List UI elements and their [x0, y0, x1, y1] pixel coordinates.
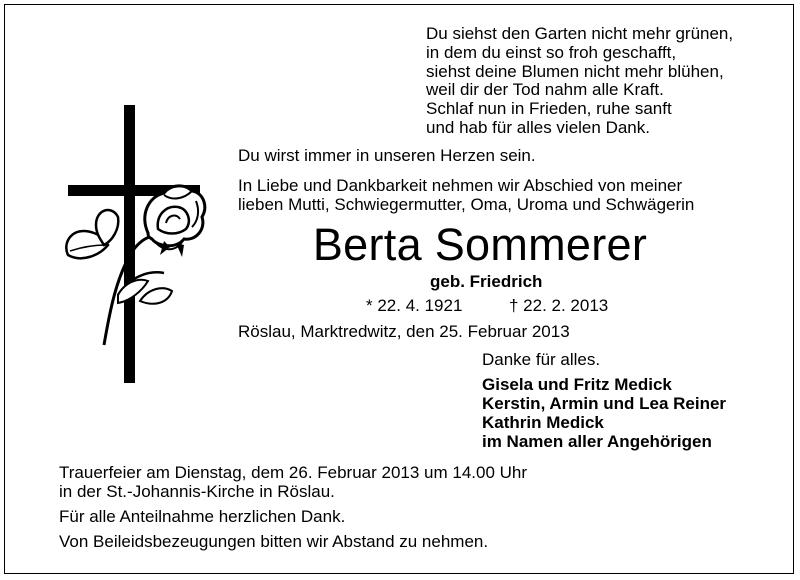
death-date: † 22. 2. 2013: [509, 296, 609, 315]
thanks-note: Für alle Anteilnahme herzlichen Dank.: [59, 507, 346, 526]
service-line: Trauerfeier am Dienstag, dem 26. Februar 2013 um 14.00 Uhr: [59, 463, 528, 482]
farewell-line: lieben Mutti, Schwiegermutter, Oma, Uroma und Schwägerin: [238, 195, 695, 214]
family-member: Gisela und Fritz Medick: [482, 375, 672, 394]
poem-line: weil dir der Tod nahm alle Kraft.: [426, 80, 664, 100]
birth-date: * 22. 4. 1921: [366, 296, 463, 315]
poem: [426, 25, 733, 138]
place-date-line: Röslau, Marktredwitz, den 25. Februar 2013: [238, 322, 570, 341]
family-member: im Namen aller Angehörigen: [482, 432, 712, 451]
family-member: Kerstin, Armin und Lea Reiner: [482, 394, 727, 413]
deceased-name: Berta Sommerer: [312, 219, 648, 270]
poem-line: Schlaf nun in Frieden, ruhe sanft: [426, 99, 672, 119]
poem-line: in dem du einst so froh geschafft,: [426, 42, 677, 62]
poem-line: siehst deine Blumen nicht mehr blühen,: [426, 61, 724, 81]
service-line: in der St.-Johannis-Kirche in Röslau.: [59, 482, 335, 501]
closing-notes: [59, 463, 527, 551]
memory-line: Du wirst immer in unseren Herzen sein.: [238, 146, 536, 165]
poem-line: Du siehst den Garten nicht mehr grünen,: [426, 24, 734, 43]
maiden-name: geb. Friedrich: [430, 272, 543, 291]
family-signatures: [482, 375, 726, 451]
thanks-line: Danke für alles.: [482, 350, 601, 369]
poem-line: und hab für alles vielen Dank.: [426, 117, 650, 137]
farewell-line: In Liebe und Dankbarkeit nehmen wir Abschied von meiner: [238, 176, 683, 195]
family-member: Kathrin Medick: [482, 413, 604, 432]
condolence-note: Von Beileidsbezeugungen bitten wir Abstand zu nehmen.: [59, 532, 489, 551]
